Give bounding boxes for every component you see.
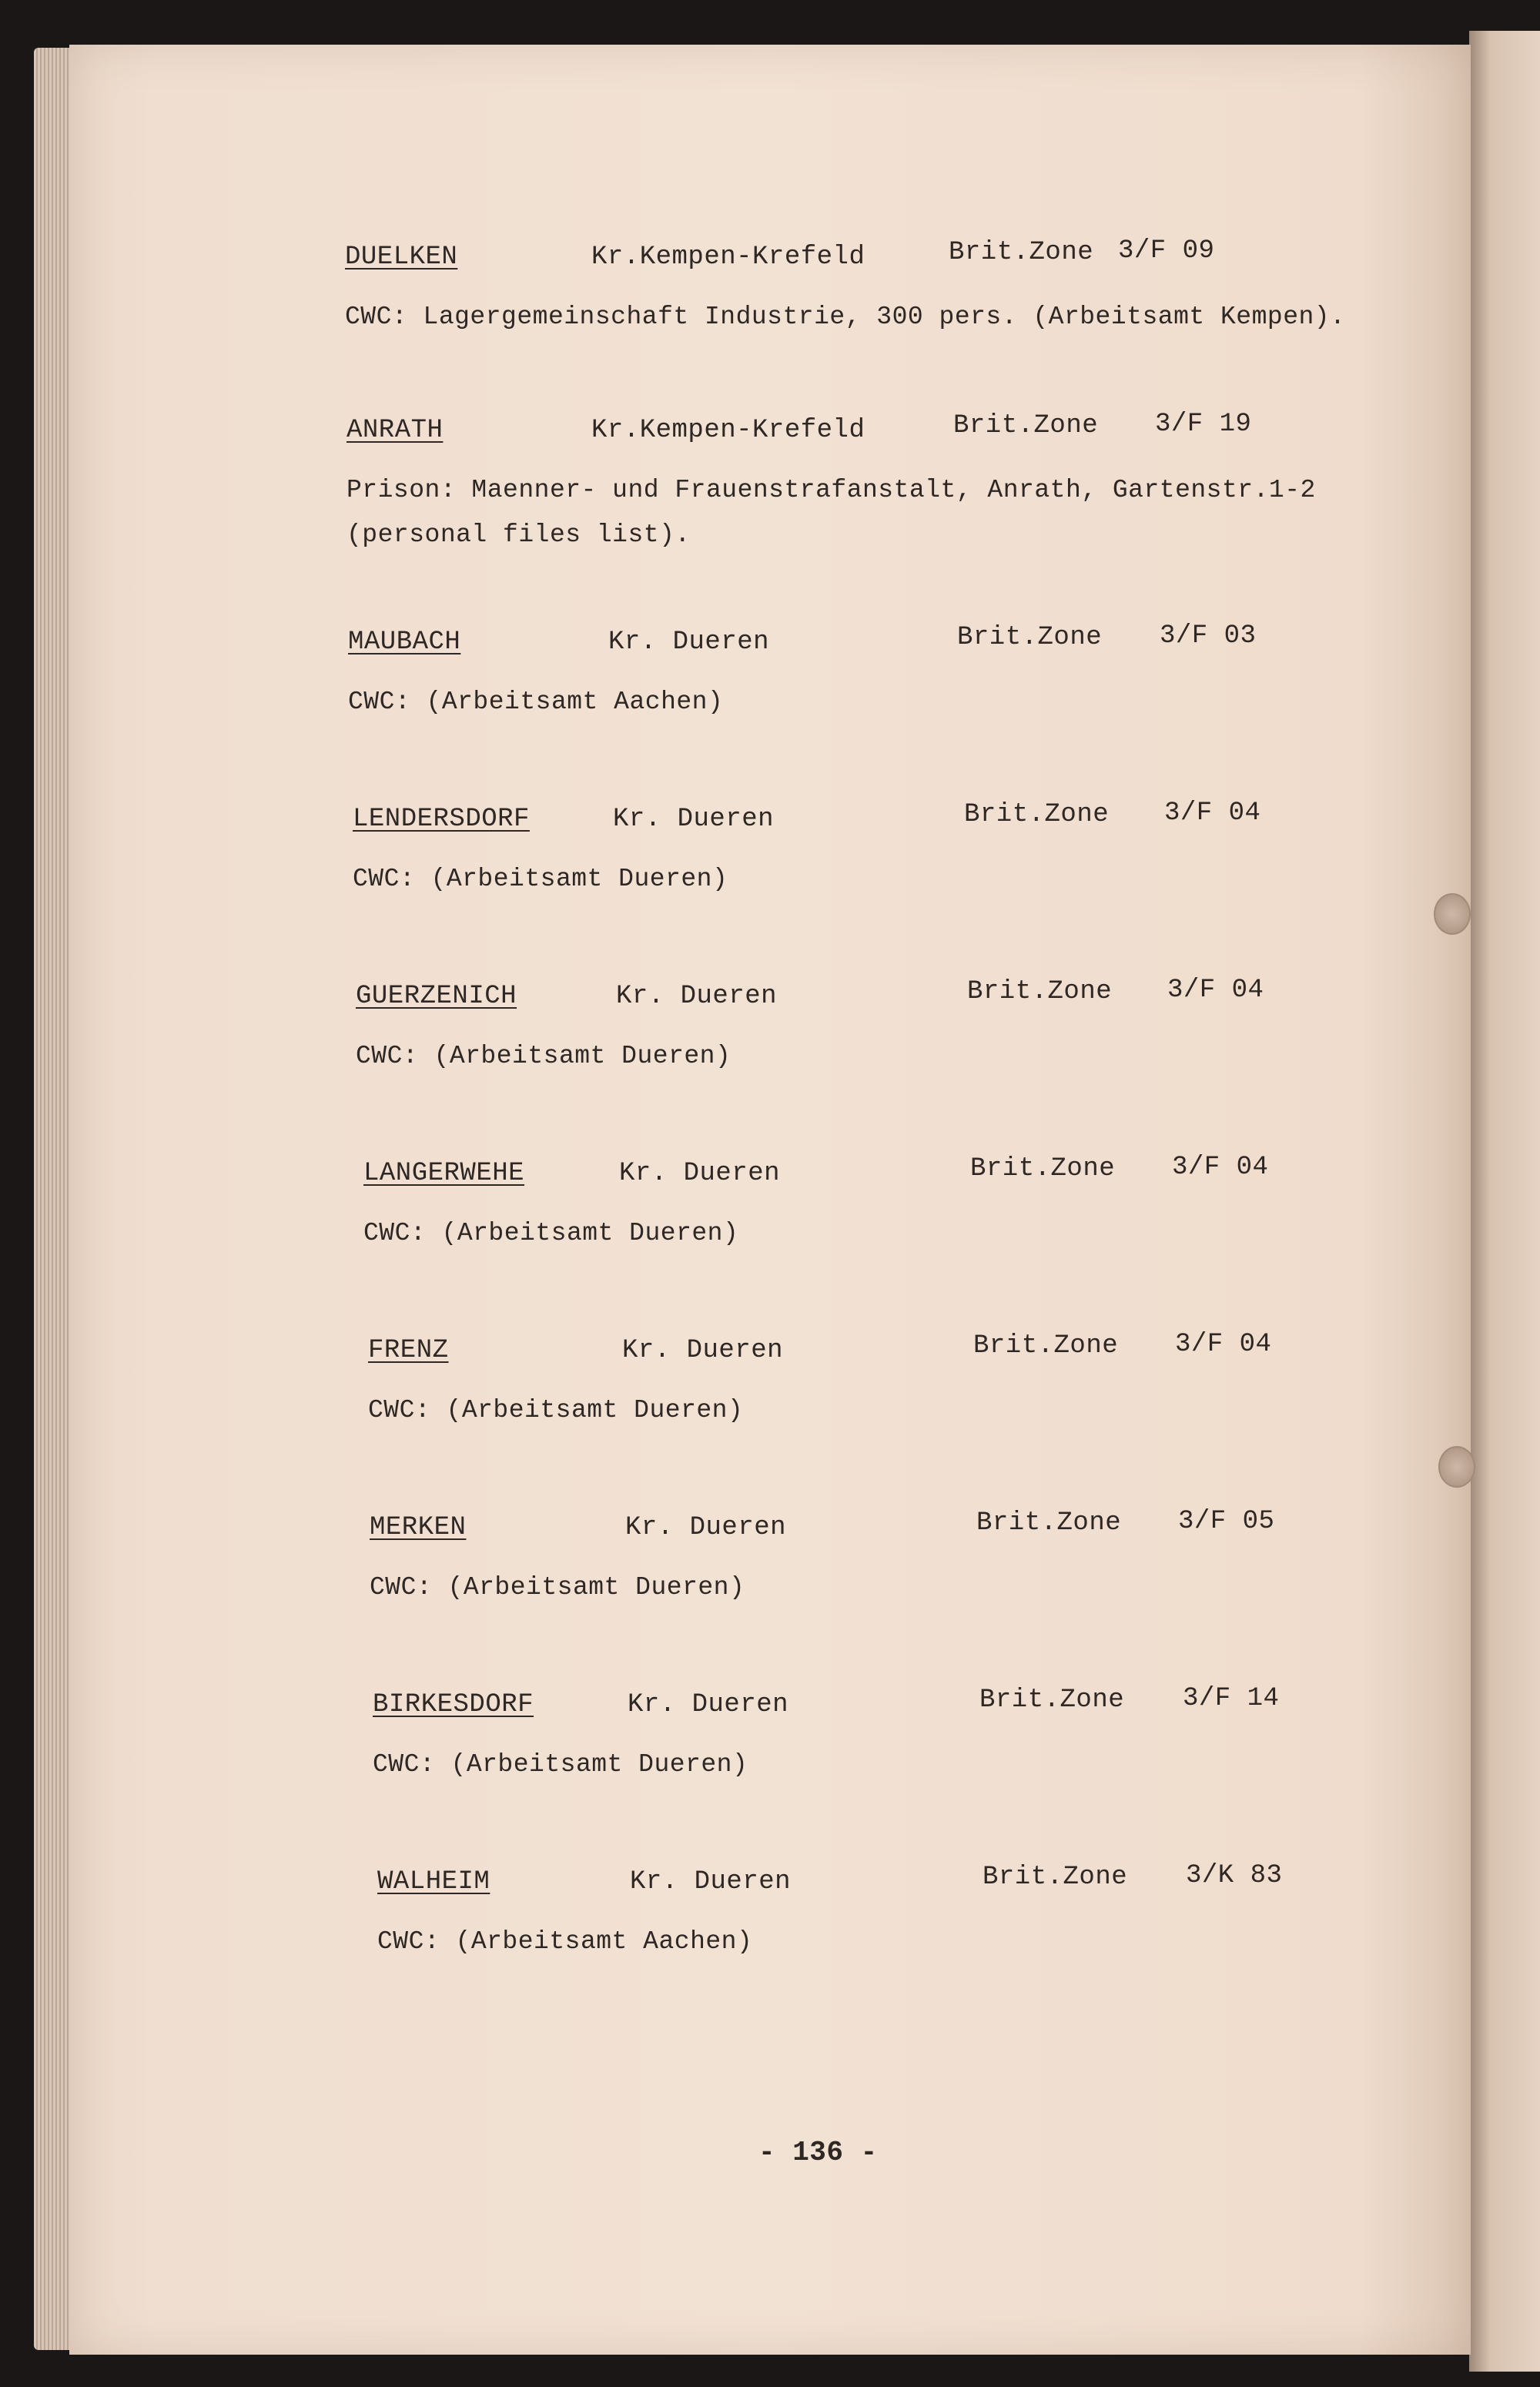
entry-zone: Brit.Zone — [967, 977, 1113, 1006]
entry-description-line: (personal files list). — [346, 521, 691, 549]
entry-district: Kr. Dueren — [630, 1867, 792, 1897]
entry-place-name: LENDERSDORF — [353, 805, 530, 834]
binding-hole — [1438, 1446, 1475, 1488]
entry-reference: 3/K 83 — [1186, 1861, 1283, 1890]
entry-place-name: MERKEN — [370, 1513, 467, 1542]
entry-description-line: CWC: (Arbeitsamt Dueren) — [353, 865, 728, 893]
entry-district: Kr.Kempen-Krefeld — [591, 243, 865, 272]
entry-reference: 3/F 19 — [1155, 410, 1252, 439]
entry-description-line: CWC: (Arbeitsamt Aachen) — [377, 1927, 753, 1956]
entry-zone: Brit.Zone — [983, 1863, 1128, 1892]
entry-description-line: CWC: (Arbeitsamt Dueren) — [363, 1219, 739, 1247]
binding-hole — [1434, 893, 1471, 935]
entry-zone: Brit.Zone — [970, 1154, 1116, 1183]
entry-reference: 3/F 04 — [1167, 976, 1264, 1005]
entry-reference: 3/F 04 — [1172, 1153, 1269, 1182]
entry-place-name: LANGERWEHE — [363, 1159, 525, 1188]
entry-description-line: CWC: (Arbeitsamt Dueren) — [373, 1750, 748, 1779]
entry-zone: Brit.Zone — [964, 800, 1110, 829]
entry-description-line: CWC: (Arbeitsamt Aachen) — [348, 688, 724, 716]
entry-district: Kr. Dueren — [628, 1690, 789, 1719]
entry-zone: Brit.Zone — [976, 1508, 1122, 1538]
entry-reference: 3/F 03 — [1160, 621, 1257, 651]
entry-district: Kr. Dueren — [616, 982, 778, 1011]
entry-description-line: CWC: Lagergemeinschaft Industrie, 300 pers. (Arbeitsamt Kempen). — [345, 303, 1346, 331]
entry-description-line: Prison: Maenner- und Frauenstrafanstalt, Anrath, Gartenstr.1-2 — [346, 476, 1316, 504]
entry-district: Kr. Dueren — [613, 805, 775, 834]
entry-district: Kr. Dueren — [608, 628, 770, 657]
entry-place-name: DUELKEN — [345, 243, 458, 272]
entry-zone: Brit.Zone — [957, 623, 1103, 652]
entry-district: Kr. Dueren — [622, 1336, 784, 1365]
entry-description-line: CWC: (Arbeitsamt Dueren) — [370, 1573, 745, 1602]
entry-zone: Brit.Zone — [949, 238, 1094, 267]
entry-reference: 3/F 04 — [1175, 1330, 1272, 1359]
entry-zone: Brit.Zone — [973, 1331, 1119, 1361]
entry-place-name: ANRATH — [346, 416, 444, 445]
entry-district: Kr. Dueren — [625, 1513, 787, 1542]
entry-place-name: BIRKESDORF — [373, 1690, 534, 1719]
entry-description-line: CWC: (Arbeitsamt Dueren) — [368, 1396, 744, 1424]
entry-reference: 3/F 05 — [1178, 1507, 1275, 1536]
entry-place-name: FRENZ — [368, 1336, 449, 1365]
entry-place-name: MAUBACH — [348, 628, 461, 657]
facing-page-edge — [1469, 31, 1540, 2372]
entry-zone: Brit.Zone — [953, 411, 1099, 440]
entry-zone: Brit.Zone — [979, 1686, 1125, 1715]
document-page — [69, 45, 1471, 2355]
entry-description-line: CWC: (Arbeitsamt Dueren) — [356, 1042, 732, 1070]
page-number: - 136 - — [758, 2137, 878, 2168]
entry-place-name: WALHEIM — [377, 1867, 490, 1897]
entry-district: Kr. Dueren — [619, 1159, 781, 1188]
entry-reference: 3/F 14 — [1183, 1684, 1280, 1713]
entry-place-name: GUERZENICH — [356, 982, 517, 1011]
entry-district: Kr.Kempen-Krefeld — [591, 416, 865, 445]
entry-reference: 3/F 04 — [1164, 798, 1261, 828]
entry-reference: 3/F 09 — [1118, 236, 1215, 266]
